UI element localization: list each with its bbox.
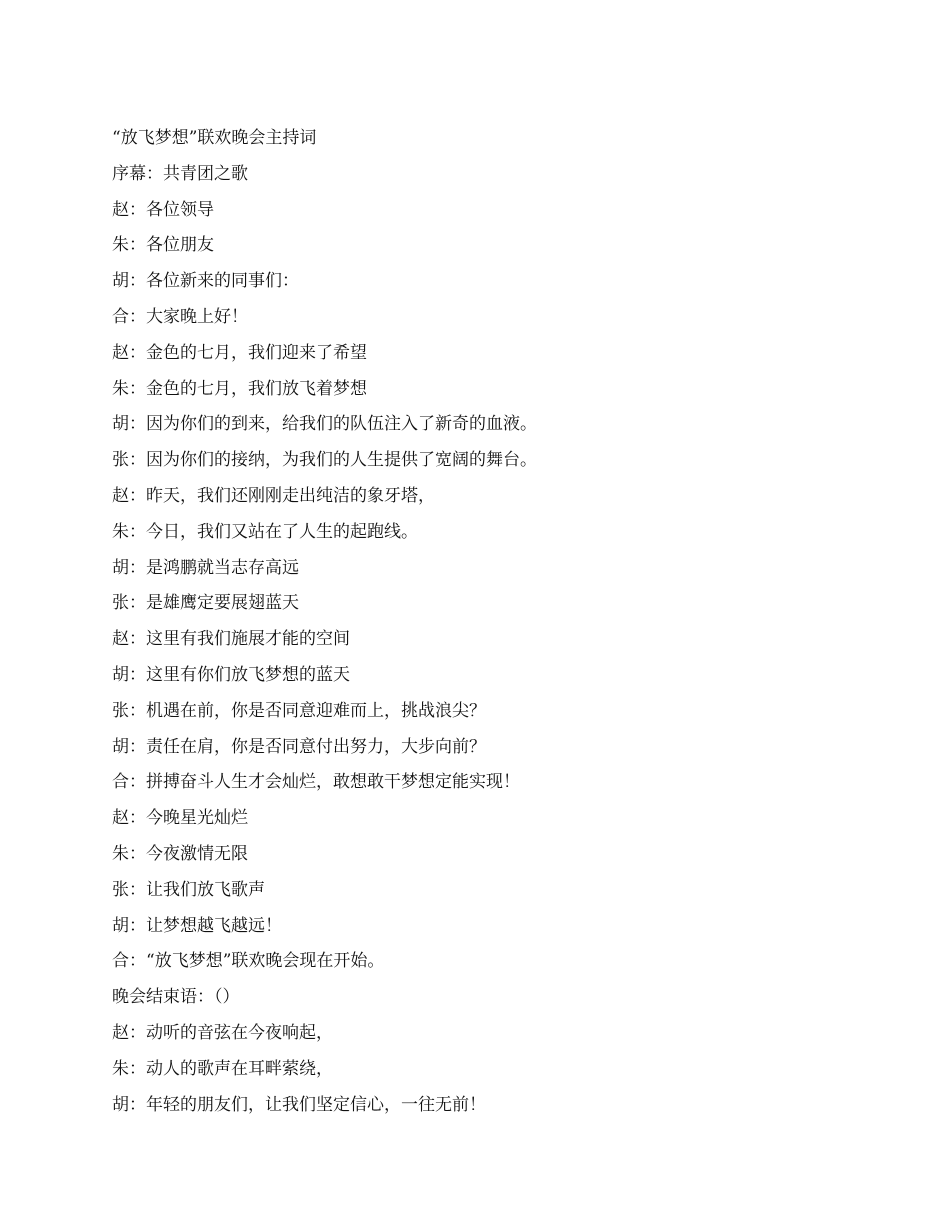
text-line: 胡：因为你们的到来，给我们的队伍注入了新奇的血液。 xyxy=(112,414,537,435)
text-line: 胡：责任在肩，你是否同意付出努力，大步向前？ xyxy=(112,736,486,757)
text-line: 张：让我们放飞歌声 xyxy=(112,879,265,900)
text-line: 赵：金色的七月，我们迎来了希望 xyxy=(112,342,367,363)
text-line: 赵：这里有我们施展才能的空间 xyxy=(112,629,350,650)
text-line: 张：因为你们的接纳，为我们的人生提供了宽阔的舞台。 xyxy=(112,450,537,471)
text-line: 赵：各位领导 xyxy=(112,199,214,220)
text-line: 序幕：共青团之歌 xyxy=(112,163,248,184)
document-body xyxy=(112,123,872,1125)
text-line: 合：“放飞梦想”联欢晚会现在开始。 xyxy=(112,951,385,972)
text-line: 赵：今晚星光灿烂 xyxy=(112,808,248,829)
text-line: 朱：今夜激情无限 xyxy=(112,843,248,864)
text-line: 朱：动人的歌声在耳畔萦绕， xyxy=(112,1058,333,1079)
text-line: 胡：是鸿鹏就当志存高远 xyxy=(112,557,299,578)
text-line: 朱：各位朋友 xyxy=(112,235,214,256)
document-title: “放飞梦想”联欢晚会主持词 xyxy=(112,128,317,148)
text-line: 胡：让梦想越飞越远！ xyxy=(112,915,282,936)
text-line: 胡：各位新来的同事们： xyxy=(112,271,299,292)
text-line: 胡：年轻的朋友们，让我们坚定信心，一往无前！ xyxy=(112,1094,486,1115)
text-line: 张：是雄鹰定要展翅蓝天 xyxy=(112,593,299,614)
text-line: 合：拼搏奋斗人生才会灿烂，敢想敢干梦想定能实现！ xyxy=(112,772,520,793)
text-line: 朱：金色的七月，我们放飞着梦想 xyxy=(112,378,367,399)
section-heading: 晚会结束语：（） xyxy=(112,987,240,1008)
text-line: 张：机遇在前，你是否同意迎难而上，挑战浪尖？ xyxy=(112,700,486,721)
text-line: 赵：动听的音弦在今夜响起， xyxy=(112,1022,333,1043)
text-line: 合：大家晚上好！ xyxy=(112,306,248,327)
text-line: 胡：这里有你们放飞梦想的蓝天 xyxy=(112,664,350,685)
text-line: 朱：今日，我们又站在了人生的起跑线。 xyxy=(112,521,418,542)
text-line: 赵：昨天，我们还刚刚走出纯洁的象牙塔， xyxy=(112,485,435,506)
